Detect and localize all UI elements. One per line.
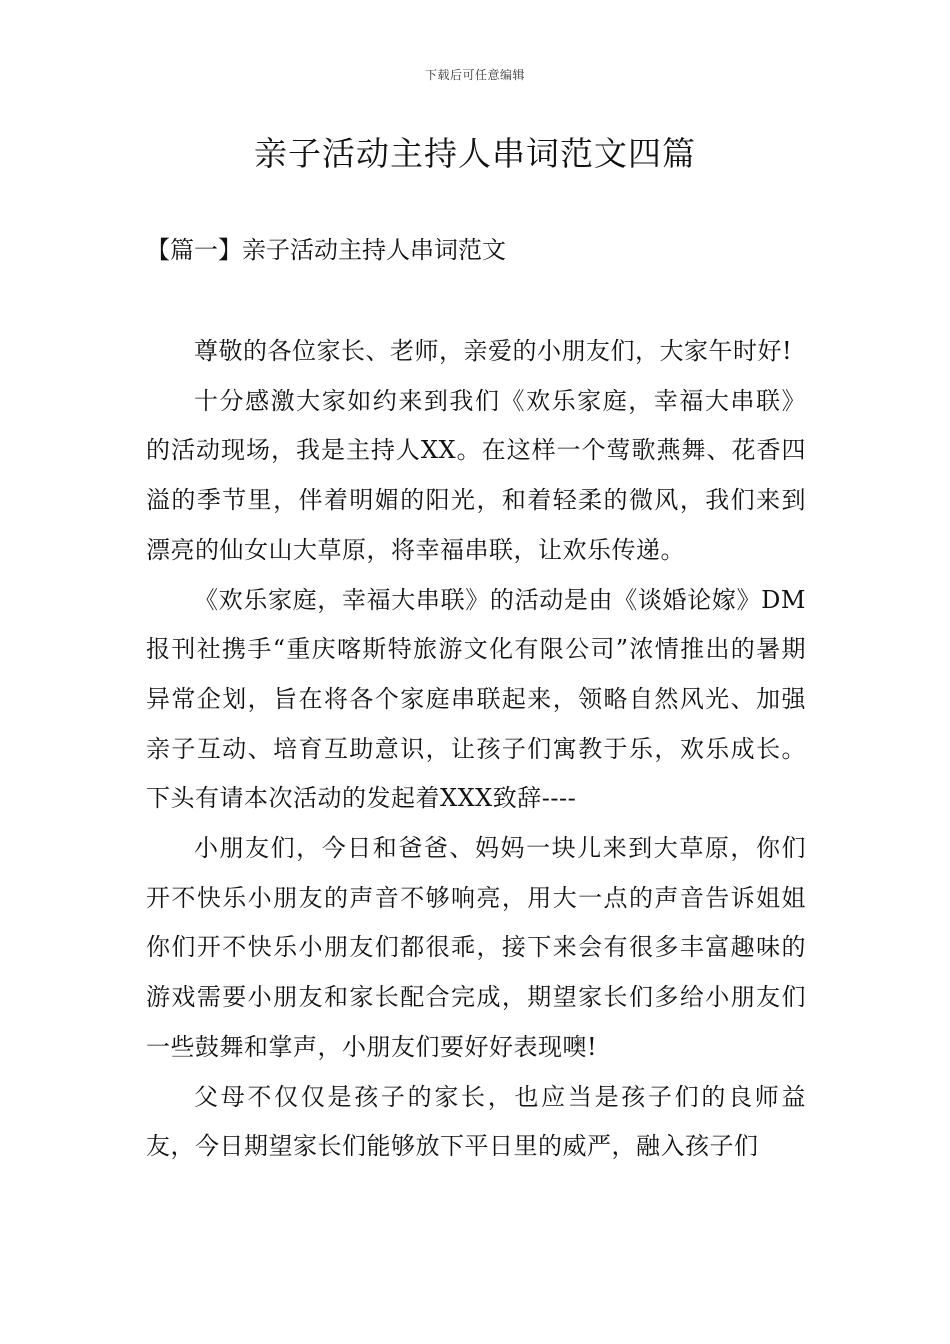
section-heading: 【篇一】亲子活动主持人串词范文 bbox=[146, 236, 506, 264]
document-title: 亲子活动主持人串词范文四篇 bbox=[254, 134, 696, 173]
paragraph: 尊敬的各位家长、老师，亲爱的小朋友们，大家午时好! bbox=[194, 337, 793, 365]
paragraph: 十分感激大家如约来到我们《欢乐家庭，幸福大串联》的活动现场，我是主持人XX。在这样一个莺歌燕舞、花香四溢的季节里，伴着明媚的阳光，和着轻柔的微风，我们来到漂亮的仙女山大草原，将幸福串联，让欢乐传递。 bbox=[146, 386, 806, 564]
header-note: 下载后可任意编辑 bbox=[424, 68, 525, 82]
paragraph: 小朋友们，今日和爸爸、妈妈一块儿来到大草原，你们开不快乐小朋友的声音不够响亮，用大一点的声音告诉姐姐你们开不快乐小朋友们都很乖，接下来会有很多丰富趣味的游戏需要小朋友和家长配合完成，期望家长们多给小朋友们一些鼓舞和掌声，小朋友们要好好表现噢! bbox=[146, 834, 806, 1061]
paragraph: 父母不仅仅是孩子的家长，也应当是孩子们的良师益友，今日期望家长们能够放下平日里的威严，融入孩子们 bbox=[146, 1082, 806, 1161]
body-text bbox=[146, 327, 806, 1172]
paragraph: 《欢乐家庭，幸福大串联》的活动是由《谈婚论嫁》DM报刊社携手“重庆喀斯特旅游文化有限公司”浓情推出的暑期异常企划，旨在将各个家庭串联起来，领略自然风光、加强亲子互动、培育互助意识，让孩子们寓教于乐，欢乐成长。下头有请本次活动的发起着XXX致辞---- bbox=[146, 585, 806, 813]
